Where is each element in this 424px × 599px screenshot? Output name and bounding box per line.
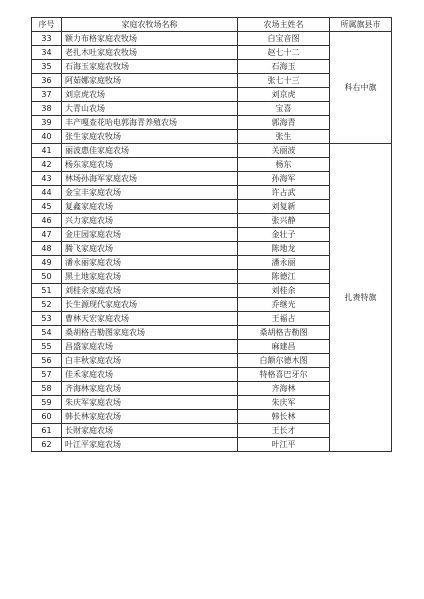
cell-owner-name: 陈地龙 [238,242,330,256]
cell-farm-name: 昌盛家庭农场 [62,340,238,354]
cell-owner-name: 白宝音图 [238,32,330,46]
cell-serial-number: 60 [32,410,62,424]
cell-serial-number: 39 [32,116,62,130]
cell-owner-name: 张七十三 [238,74,330,88]
cell-farm-name: 老扎木吐家庭农牧场 [62,46,238,60]
cell-farm-name: 齐海林家庭农场 [62,382,238,396]
cell-serial-number: 42 [32,158,62,172]
cell-farm-name: 朱庆军家庭农场 [62,396,238,410]
cell-county: 科右中旗 [330,32,392,144]
cell-farm-name: 复鑫家庭农场 [62,200,238,214]
cell-owner-name: 白额尔德木图 [238,354,330,368]
cell-serial-number: 35 [32,60,62,74]
cell-owner-name: 王长才 [238,424,330,438]
cell-serial-number: 62 [32,438,62,452]
header-owner-name: 农场主姓名 [238,18,330,32]
cell-serial-number: 48 [32,242,62,256]
cell-owner-name: 赵七十二 [238,46,330,60]
cell-owner-name: 张生 [238,130,330,144]
header-row [32,18,392,32]
cell-owner-name: 关丽波 [238,144,330,158]
cell-serial-number: 56 [32,354,62,368]
cell-farm-name: 佳禾家庭农场 [62,368,238,382]
cell-serial-number: 33 [32,32,62,46]
cell-serial-number: 57 [32,368,62,382]
cell-farm-name: 大青山农场 [62,102,238,116]
table-row [32,144,392,158]
table-header [32,18,392,32]
cell-farm-name: 石海玉家庭农牧场 [62,60,238,74]
cell-farm-name: 刘桂余家庭农场 [62,284,238,298]
header-farm-name: 家庭农牧场名称 [62,18,238,32]
cell-farm-name: 阿茹娜家庭牧场 [62,74,238,88]
cell-serial-number: 34 [32,46,62,60]
cell-farm-name: 腾飞家庭农场 [62,242,238,256]
cell-serial-number: 58 [32,382,62,396]
cell-owner-name: 麻建昌 [238,340,330,354]
cell-farm-name: 张生家庭农牧场 [62,130,238,144]
table-body [32,32,392,452]
cell-owner-name: 韩长林 [238,410,330,424]
cell-serial-number: 46 [32,214,62,228]
cell-owner-name: 潘永丽 [238,256,330,270]
cell-farm-name: 潘永丽家庭农场 [62,256,238,270]
header-serial-number: 序号 [32,18,62,32]
cell-farm-name: 叶江平家庭农场 [62,438,238,452]
table-row [32,32,392,46]
cell-serial-number: 43 [32,172,62,186]
cell-owner-name: 叶江平 [238,438,330,452]
cell-farm-name: 刘京虎农场 [62,88,238,102]
cell-farm-name: 桑胡格吉勒图家庭农场 [62,326,238,340]
cell-serial-number: 40 [32,130,62,144]
cell-owner-name: 特格喜巴牙尔 [238,368,330,382]
cell-owner-name: 杨东 [238,158,330,172]
cell-owner-name: 刘桂余 [238,284,330,298]
cell-farm-name: 林场孙海军家庭农场 [62,172,238,186]
cell-serial-number: 47 [32,228,62,242]
cell-owner-name: 桑胡格吉勒图 [238,326,330,340]
cell-owner-name: 金壮子 [238,228,330,242]
cell-serial-number: 51 [32,284,62,298]
cell-farm-name: 丰产嘎查花哈电郭海青养殖农场 [62,116,238,130]
cell-farm-name: 韩长林家庭农场 [62,410,238,424]
cell-serial-number: 59 [32,396,62,410]
cell-serial-number: 49 [32,256,62,270]
cell-owner-name: 孙海军 [238,172,330,186]
cell-farm-name: 金庄园家庭农场 [62,228,238,242]
cell-serial-number: 52 [32,298,62,312]
cell-serial-number: 36 [32,74,62,88]
cell-farm-name: 金宝丰家庭农场 [62,186,238,200]
document-sheet [31,17,391,452]
cell-owner-name: 许占武 [238,186,330,200]
cell-owner-name: 乔继光 [238,298,330,312]
cell-serial-number: 54 [32,326,62,340]
cell-farm-name: 兴力家庭农场 [62,214,238,228]
cell-farm-name: 曹林天宏家庭农场 [62,312,238,326]
cell-serial-number: 44 [32,186,62,200]
cell-serial-number: 45 [32,200,62,214]
cell-owner-name: 朱庆军 [238,396,330,410]
cell-farm-name: 丽波惠佳家庭农场 [62,144,238,158]
cell-serial-number: 53 [32,312,62,326]
cell-farm-name: 白丰秋家庭农场 [62,354,238,368]
cell-serial-number: 37 [32,88,62,102]
cell-owner-name: 刘复新 [238,200,330,214]
cell-serial-number: 61 [32,424,62,438]
cell-farm-name: 杨东家庭农场 [62,158,238,172]
cell-farm-name: 额力布格家庭农牧场 [62,32,238,46]
cell-serial-number: 50 [32,270,62,284]
cell-serial-number: 41 [32,144,62,158]
cell-farm-name: 长财家庭农场 [62,424,238,438]
cell-serial-number: 55 [32,340,62,354]
farm-table [31,17,392,452]
header-county: 所属旗县市 [330,18,392,32]
cell-owner-name: 陈德江 [238,270,330,284]
cell-owner-name: 刘京虎 [238,88,330,102]
cell-owner-name: 宝喜 [238,102,330,116]
cell-county: 扎赉特旗 [330,144,392,452]
cell-farm-name: 长生源现代家庭农场 [62,298,238,312]
cell-owner-name: 张兴静 [238,214,330,228]
cell-serial-number: 38 [32,102,62,116]
cell-farm-name: 黑土地家庭农场 [62,270,238,284]
cell-owner-name: 王福占 [238,312,330,326]
cell-owner-name: 郭海青 [238,116,330,130]
cell-owner-name: 齐海林 [238,382,330,396]
cell-owner-name: 石海玉 [238,60,330,74]
